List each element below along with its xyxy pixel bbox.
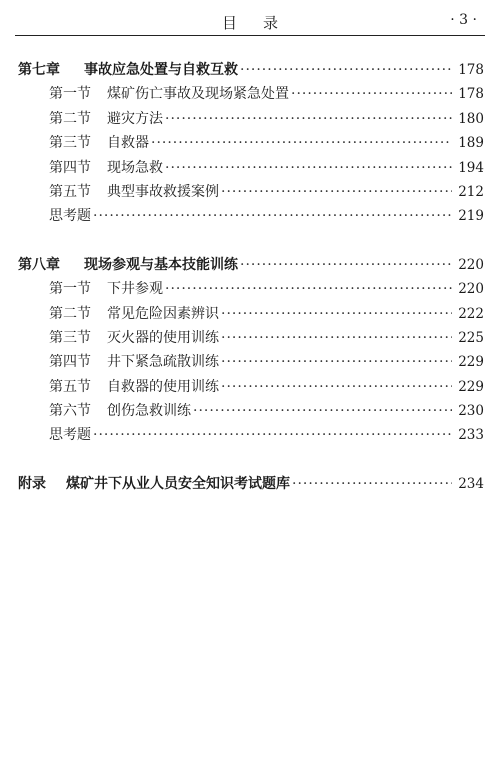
toc-entry[interactable] [18,350,484,374]
dot-leader [240,58,452,82]
section-number: 第三节 [49,135,91,152]
spacer [18,448,484,472]
page-ref: 220 [458,256,484,273]
section-title: 典型事故救援案例 [107,183,219,200]
toc-entry-questions[interactable] [18,204,484,228]
page-ref: 189 [458,135,484,152]
toc-entry[interactable] [18,82,484,106]
dot-leader [165,156,452,180]
toc-chapter-7[interactable] [18,58,484,82]
section-title: 井下紧急疏散训练 [107,354,219,371]
page-ref: 220 [458,281,484,298]
page-ref: 194 [458,159,484,176]
section-number: 第三节 [49,329,91,346]
toc-entry[interactable] [18,107,484,131]
toc-entry-questions[interactable] [18,423,484,447]
section-title: 自救器 [107,135,149,152]
page-ref: 178 [458,62,484,78]
section-number: 第五节 [49,378,91,395]
toc-entry[interactable] [18,326,484,350]
section-title: 煤矿伤亡事故及现场紧急处置 [107,86,289,103]
dot-leader [93,204,452,228]
section-title: 下井参观 [107,281,163,298]
header-page-number: · 3 · [450,12,477,28]
section-title: 思考题 [49,208,91,225]
dot-leader [221,375,452,399]
page-ref: 222 [458,305,484,322]
chapter-title: 事故应急处置与自救互救 [84,62,238,78]
appendix-label: 附录 [18,475,46,492]
toc-entry[interactable] [18,156,484,180]
section-number: 第二节 [49,305,91,322]
dot-leader [221,326,452,350]
dot-leader [221,302,452,326]
toc-entry[interactable] [18,131,484,155]
section-number: 第一节 [49,86,91,103]
chapter-title: 现场参观与基本技能训练 [84,256,238,273]
dot-leader [165,107,452,131]
section-title: 创伤急救训练 [107,403,191,420]
dot-leader [221,180,452,204]
section-title: 避灾方法 [107,110,163,127]
toc-entry[interactable] [18,277,484,301]
page-ref: 233 [458,427,484,444]
section-number: 第四节 [49,354,91,371]
section-title: 思考题 [49,427,91,444]
page-ref: 225 [458,329,484,346]
page-ref: 234 [458,475,484,492]
section-title: 灭火器的使用训练 [107,329,219,346]
chapter-number: 第七章 [18,62,60,78]
chapter-number: 第八章 [18,256,60,273]
page-ref: 229 [458,378,484,395]
page-ref: 180 [458,110,484,127]
page-ref: 212 [458,183,484,200]
table-of-contents [18,58,484,496]
section-number: 第五节 [49,183,91,200]
toc-entry[interactable] [18,375,484,399]
dot-leader [151,131,452,155]
spacer [18,229,484,253]
page-ref: 229 [458,354,484,371]
dot-leader [221,350,452,374]
section-title: 常见危险因素辨识 [107,305,219,322]
section-number: 第二节 [49,110,91,127]
section-number: 第六节 [49,403,91,420]
dot-leader [165,277,452,301]
header-title: 目录 [221,14,304,32]
dot-leader [292,472,452,496]
section-title: 现场急救 [107,159,163,176]
dot-leader [193,399,452,423]
section-title: 自救器的使用训练 [107,378,219,395]
dot-leader [291,82,452,106]
header-rule [15,35,485,36]
section-number: 第一节 [49,281,91,298]
appendix-title: 煤矿井下从业人员安全知识考试题库 [66,475,290,492]
toc-chapter-8[interactable] [18,253,484,277]
toc-entry[interactable] [18,302,484,326]
page-ref: 230 [458,403,484,420]
dot-leader [240,253,452,277]
section-number: 第四节 [49,159,91,176]
toc-appendix[interactable] [18,472,484,496]
toc-entry[interactable] [18,180,484,204]
toc-entry[interactable] [18,399,484,423]
page-ref: 219 [458,208,484,225]
page-ref: 178 [458,86,484,103]
page-header [15,0,485,38]
dot-leader [93,423,452,447]
